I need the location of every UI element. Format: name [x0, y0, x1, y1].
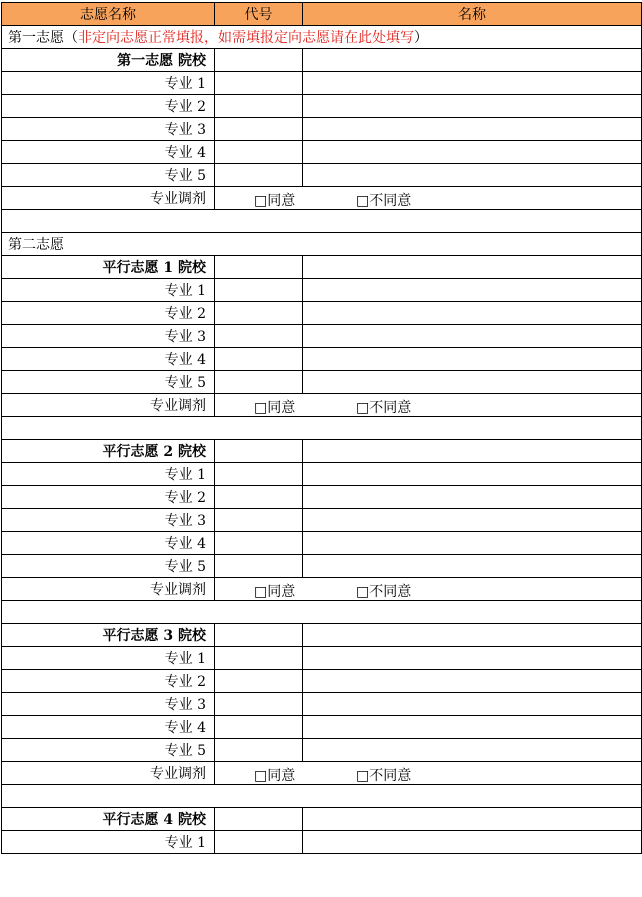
- header-name: 志愿名称: [2, 3, 215, 26]
- parallel-3-disagree-checkbox[interactable]: □不同意: [356, 768, 412, 784]
- first-group-title-text: 第一志愿（: [8, 30, 78, 46]
- parallel-1-disagree-checkbox[interactable]: □不同意: [356, 400, 412, 416]
- first-major-code[interactable]: [215, 141, 303, 164]
- spacer-cell: [2, 785, 642, 808]
- parallel-2-major-label: 专业 3: [2, 509, 215, 532]
- parallel-3-major-name[interactable]: [303, 716, 642, 739]
- table-row: [2, 95, 642, 118]
- spacer-cell: [2, 601, 642, 624]
- table-row: [2, 325, 642, 348]
- first-major-label: 专业 2: [2, 95, 215, 118]
- parallel-2-adjust-label: 专业调剂: [2, 578, 215, 601]
- parallel-2-major-name[interactable]: [303, 509, 642, 532]
- parallel-3-major-code[interactable]: [215, 647, 303, 670]
- second-group-title: 第二志愿: [2, 233, 642, 256]
- parallel-3-major-label: 专业 4: [2, 716, 215, 739]
- volunteer-table: [1, 2, 642, 854]
- parallel-3-major-code[interactable]: [215, 716, 303, 739]
- parallel-2-adjust-options: [215, 578, 642, 601]
- first-group-title-row: [2, 26, 642, 49]
- parallel-4-school-code[interactable]: [215, 808, 303, 831]
- parallel-1-major-code[interactable]: [215, 371, 303, 394]
- parallel-4-major-label: 专业 1: [2, 831, 215, 854]
- first-major-label: 专业 1: [2, 72, 215, 95]
- first-disagree-checkbox[interactable]: □不同意: [356, 193, 412, 209]
- parallel-1-school-label: 平行志愿 1 院校: [2, 256, 215, 279]
- parallel-2-major-name[interactable]: [303, 463, 642, 486]
- parallel-1-major-code[interactable]: [215, 279, 303, 302]
- parallel-1-major-label: 专业 4: [2, 348, 215, 371]
- parallel-1-major-name[interactable]: [303, 348, 642, 371]
- table-row: [2, 693, 642, 716]
- parallel-3-major-label: 专业 3: [2, 693, 215, 716]
- parallel-1-adjust-row: [2, 394, 642, 417]
- first-group-title-end: ）: [414, 30, 428, 46]
- table-row: [2, 463, 642, 486]
- parallel-2-major-label: 专业 5: [2, 555, 215, 578]
- parallel-3-major-code[interactable]: [215, 739, 303, 762]
- spacer-row: [2, 785, 642, 808]
- table-row: [2, 509, 642, 532]
- first-major-label: 专业 3: [2, 118, 215, 141]
- spacer-row: [2, 210, 642, 233]
- parallel-4-school-row: [2, 808, 642, 831]
- first-major-code[interactable]: [215, 164, 303, 187]
- first-school-name[interactable]: [303, 49, 642, 72]
- parallel-1-major-name[interactable]: [303, 371, 642, 394]
- first-major-code[interactable]: [215, 72, 303, 95]
- parallel-3-major-name[interactable]: [303, 647, 642, 670]
- parallel-2-major-code[interactable]: [215, 463, 303, 486]
- table-row: [2, 532, 642, 555]
- parallel-1-school-code[interactable]: [215, 256, 303, 279]
- first-major-name[interactable]: [303, 164, 642, 187]
- first-major-code[interactable]: [215, 95, 303, 118]
- parallel-2-school-name[interactable]: [303, 440, 642, 463]
- parallel-2-school-row: [2, 440, 642, 463]
- parallel-4-school-label: 平行志愿 4 院校: [2, 808, 215, 831]
- parallel-3-major-name[interactable]: [303, 670, 642, 693]
- table-row: [2, 118, 642, 141]
- parallel-2-major-label: 专业 1: [2, 463, 215, 486]
- parallel-2-major-code[interactable]: [215, 509, 303, 532]
- first-major-label: 专业 5: [2, 164, 215, 187]
- spacer-cell: [2, 417, 642, 440]
- parallel-2-major-code[interactable]: [215, 486, 303, 509]
- header-code: 代号: [215, 3, 303, 26]
- first-major-label: 专业 4: [2, 141, 215, 164]
- parallel-3-school-name[interactable]: [303, 624, 642, 647]
- parallel-1-major-name[interactable]: [303, 302, 642, 325]
- second-group-title-row: [2, 233, 642, 256]
- table-row: [2, 716, 642, 739]
- first-school-label: 第一志愿 院校: [2, 49, 215, 72]
- parallel-1-major-label: 专业 1: [2, 279, 215, 302]
- table-row: [2, 302, 642, 325]
- table-row: [2, 141, 642, 164]
- parallel-4-major-code[interactable]: [215, 831, 303, 854]
- first-major-name[interactable]: [303, 95, 642, 118]
- first-adjust-options: [215, 187, 642, 210]
- spacer-row: [2, 417, 642, 440]
- parallel-3-school-row: [2, 624, 642, 647]
- parallel-1-agree-checkbox[interactable]: □同意: [254, 400, 296, 416]
- parallel-1-major-label: 专业 2: [2, 302, 215, 325]
- parallel-2-major-name[interactable]: [303, 532, 642, 555]
- table-row: [2, 348, 642, 371]
- first-major-name[interactable]: [303, 72, 642, 95]
- table-row: [2, 72, 642, 95]
- parallel-3-major-label: 专业 5: [2, 739, 215, 762]
- parallel-3-major-code[interactable]: [215, 693, 303, 716]
- parallel-2-agree-checkbox[interactable]: □同意: [254, 584, 296, 600]
- parallel-4-school-name[interactable]: [303, 808, 642, 831]
- first-adjust-label: 专业调剂: [2, 187, 215, 210]
- parallel-2-major-label: 专业 4: [2, 532, 215, 555]
- first-adjust-row: [2, 187, 642, 210]
- table-row: [2, 670, 642, 693]
- table-row: [2, 647, 642, 670]
- parallel-3-school-label: 平行志愿 3 院校: [2, 624, 215, 647]
- parallel-1-major-label: 专业 5: [2, 371, 215, 394]
- table-row: [2, 831, 642, 854]
- parallel-2-school-code[interactable]: [215, 440, 303, 463]
- parallel-3-adjust-label: 专业调剂: [2, 762, 215, 785]
- parallel-2-school-label: 平行志愿 2 院校: [2, 440, 215, 463]
- first-group-title: [2, 26, 642, 49]
- parallel-1-major-code[interactable]: [215, 302, 303, 325]
- first-group-note: 非定向志愿正常填报，如需填报定向志愿请在此处填写: [78, 30, 414, 46]
- parallel-3-adjust-row: [2, 762, 642, 785]
- first-agree-checkbox[interactable]: □同意: [254, 193, 296, 209]
- table-row: [2, 279, 642, 302]
- parallel-2-major-code[interactable]: [215, 555, 303, 578]
- parallel-1-major-code[interactable]: [215, 325, 303, 348]
- parallel-1-major-code[interactable]: [215, 348, 303, 371]
- parallel-3-major-label: 专业 2: [2, 670, 215, 693]
- parallel-2-major-name[interactable]: [303, 555, 642, 578]
- first-school-row: [2, 49, 642, 72]
- spacer-row: [2, 601, 642, 624]
- parallel-4-major-name[interactable]: [303, 831, 642, 854]
- first-major-name[interactable]: [303, 141, 642, 164]
- first-major-name[interactable]: [303, 118, 642, 141]
- header-row: [2, 3, 642, 26]
- spacer-cell: [2, 210, 642, 233]
- first-major-code[interactable]: [215, 118, 303, 141]
- first-school-code[interactable]: [215, 49, 303, 72]
- parallel-1-adjust-options: [215, 394, 642, 417]
- parallel-2-disagree-checkbox[interactable]: □不同意: [356, 584, 412, 600]
- parallel-1-adjust-label: 专业调剂: [2, 394, 215, 417]
- parallel-3-agree-checkbox[interactable]: □同意: [254, 768, 296, 784]
- parallel-3-major-name[interactable]: [303, 693, 642, 716]
- parallel-2-major-code[interactable]: [215, 532, 303, 555]
- parallel-2-major-label: 专业 2: [2, 486, 215, 509]
- table-row: [2, 739, 642, 762]
- parallel-1-major-label: 专业 3: [2, 325, 215, 348]
- header-title: 名称: [303, 3, 642, 26]
- table-row: [2, 486, 642, 509]
- volunteer-form: [1, 2, 641, 854]
- table-row: [2, 555, 642, 578]
- parallel-3-major-label: 专业 1: [2, 647, 215, 670]
- parallel-1-major-name[interactable]: [303, 325, 642, 348]
- parallel-3-major-name[interactable]: [303, 739, 642, 762]
- parallel-3-adjust-options: [215, 762, 642, 785]
- table-row: [2, 371, 642, 394]
- parallel-1-major-name[interactable]: [303, 279, 642, 302]
- parallel-2-major-name[interactable]: [303, 486, 642, 509]
- parallel-1-school-row: [2, 256, 642, 279]
- parallel-3-major-code[interactable]: [215, 670, 303, 693]
- table-row: [2, 164, 642, 187]
- parallel-2-adjust-row: [2, 578, 642, 601]
- parallel-3-school-code[interactable]: [215, 624, 303, 647]
- parallel-1-school-name[interactable]: [303, 256, 642, 279]
